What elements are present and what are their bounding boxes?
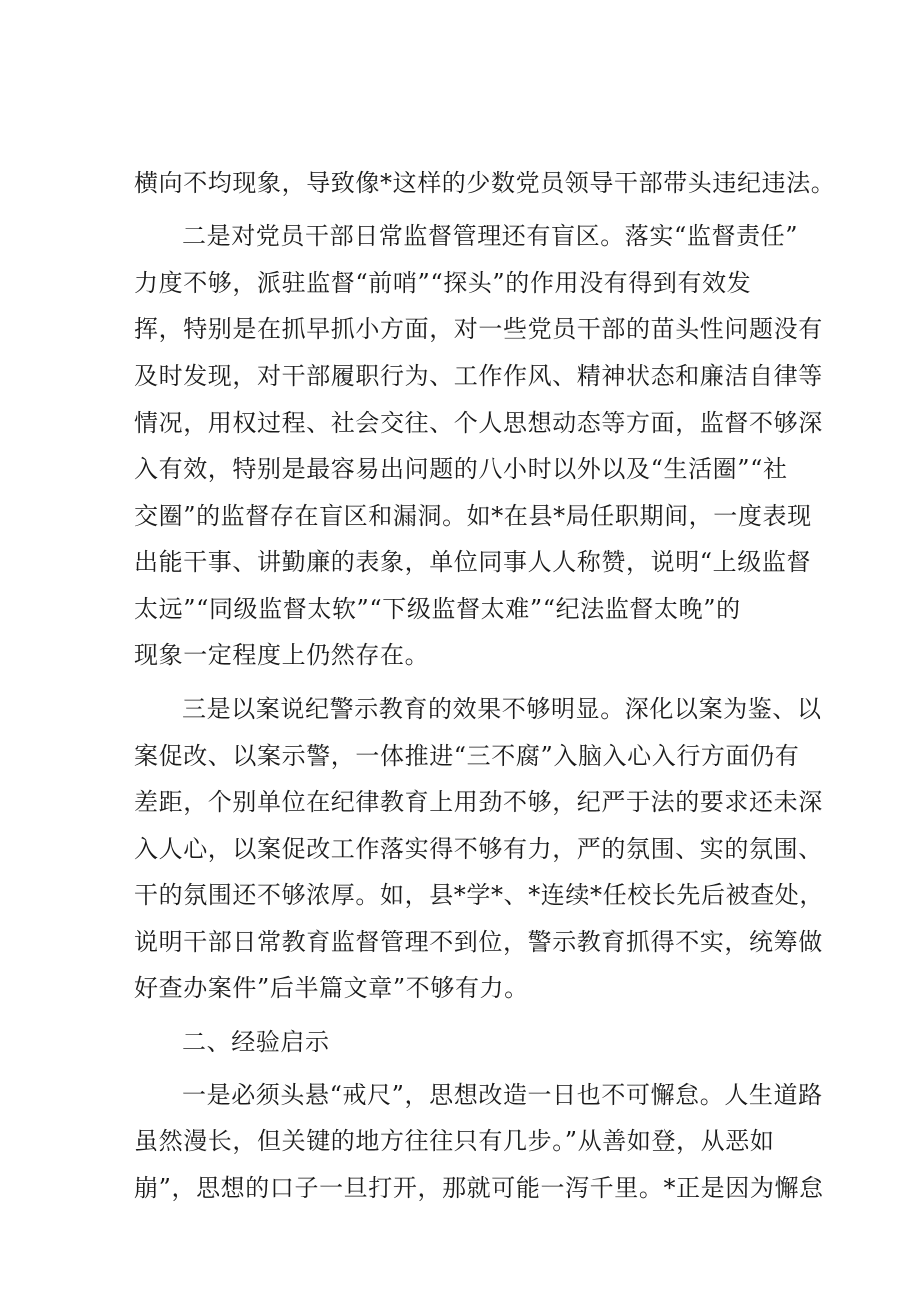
text-line: 情况，用权过程、社会交往、个人思想动态等方面，监督不够深	[134, 409, 823, 437]
paragraph-start-line: 一是必须头悬“戒尺”，思想改造一日也不可懈怠。人生道路	[182, 1081, 823, 1109]
text-line: 崩”，思想的口子一旦打开，那就可能一泻千里。*正是因为懈怠	[134, 1174, 824, 1202]
text-line: 入人心，以案促改工作落实得不够有力，严的氛围、实的氛围、	[134, 835, 823, 863]
text-line: 太远”“同级监督太软”“下级监督太难”“纪法监督太晚”的	[134, 595, 741, 623]
text-line: 交圈”的监督存在盲区和漏洞。如*在县*局任职期间，一度表现	[134, 502, 812, 530]
text-line: 入有效，特别是最容易出问题的八小时以外以及“生活圈”“社	[134, 455, 788, 483]
text-line: 差距，个别单位在纪律教育上用劲不够，纪严于法的要求还未深	[134, 788, 823, 816]
text-line: 说明干部日常教育监督管理不到位，警示教育抓得不实，统筹做	[134, 928, 823, 956]
paragraph-start-line: 二是对党员干部日常监督管理还有盲区。落实“监督责任”	[182, 222, 799, 250]
text-line: 干的氛围还不够浓厚。如，县*学*、*连续*任校长先后被查处，	[134, 881, 824, 909]
text-line: 挥，特别是在抓早抓小方面，对一些党员干部的苗头性问题没有	[134, 315, 823, 343]
text-line: 好查办案件”后半篇文章”不够有力。	[134, 974, 529, 1002]
section-heading: 二、经验启示	[182, 1028, 330, 1056]
text-line: 现象一定程度上仍然存在。	[134, 641, 430, 669]
text-line: 虽然漫长，但关键的地方往往只有几步。”从善如登，从恶如	[134, 1127, 775, 1155]
paragraph-start-line: 三是以案说纪警示教育的效果不够明显。深化以案为鉴、以	[182, 695, 822, 723]
text-line: 力度不够，派驻监督“前哨”“探头”的作用没有得到有效发	[134, 269, 752, 297]
text-line: 及时发现，对干部履职行为、工作作风、精神状态和廉洁自律等	[134, 362, 823, 390]
text-line: 横向不均现象，导致像*这样的少数党员领导干部带头违纪违法。	[134, 169, 836, 197]
text-line: 出能干事、讲勤廉的表象，单位同事人人称赞，说明“上级监督	[134, 548, 812, 576]
text-line: 案促改、以案示警，一体推进“三不腐”入脑入心入行方面仍有	[134, 742, 800, 770]
